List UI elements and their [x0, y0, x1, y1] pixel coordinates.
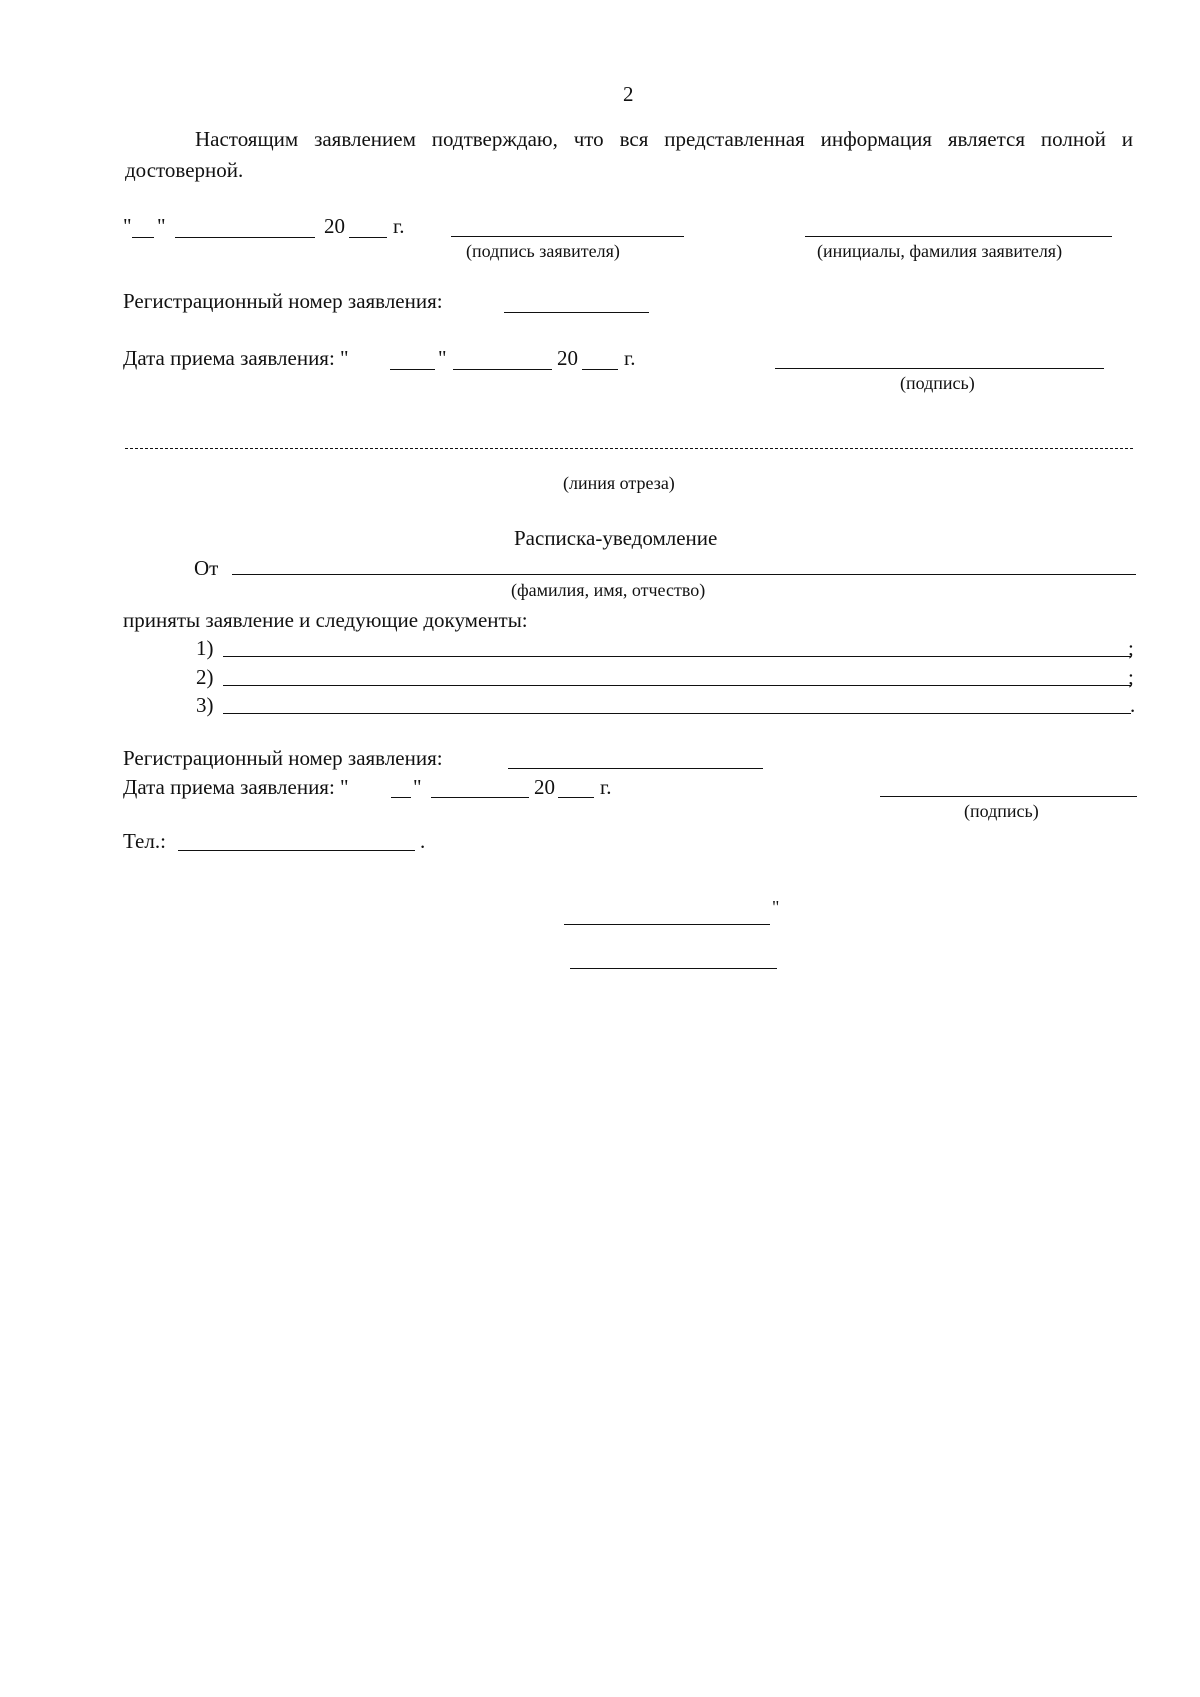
- document-1-line: [223, 656, 1131, 657]
- footer-quote-mark: ": [772, 897, 780, 917]
- footer-line-1: [564, 924, 770, 925]
- applicant-signature-caption: (подпись заявителя): [466, 241, 620, 261]
- official-signature-caption: (подпись): [900, 373, 975, 393]
- year-blank: [349, 237, 387, 238]
- page-number: 2: [623, 82, 634, 106]
- accept-year-blank: [582, 369, 618, 370]
- from-caption: (фамилия, имя, отчество): [511, 580, 706, 600]
- receipt-signature-line: [880, 796, 1137, 797]
- from-name-line: [232, 574, 1136, 575]
- accept-date-label: Дата приема заявления: ": [123, 346, 349, 370]
- receipt-year-blank: [558, 797, 594, 798]
- receipt-title: Расписка-уведомление: [514, 526, 718, 550]
- phone-label: Тел.:: [123, 829, 166, 853]
- receipt-date-close-quote: ": [413, 775, 422, 799]
- applicant-name-caption: (инициалы, фамилия заявителя): [817, 241, 1063, 261]
- accept-month-blank: [453, 369, 552, 370]
- receipt-date-label: Дата приема заявления: ": [123, 775, 349, 799]
- receipt-reg-number-label: Регистрационный номер заявления:: [123, 746, 443, 770]
- year-prefix: 20: [324, 214, 345, 238]
- receipt-day-blank: [391, 797, 411, 798]
- document-1-end: ;: [1128, 636, 1134, 660]
- document-2-number: 2): [196, 665, 214, 689]
- document-2-end: ;: [1128, 665, 1134, 689]
- year-suffix: г.: [393, 214, 405, 238]
- phone-end: .: [420, 829, 426, 853]
- receipt-month-blank: [431, 797, 529, 798]
- date-month-blank: [175, 237, 315, 238]
- receipt-signature-caption: (подпись): [964, 801, 1039, 821]
- document-3-line: [223, 713, 1131, 714]
- date-open-quote: ": [123, 214, 132, 238]
- official-signature-line: [775, 368, 1104, 369]
- accepted-documents-label: приняты заявление и следующие документы:: [123, 608, 528, 632]
- receipt-reg-number-blank: [508, 768, 763, 769]
- date-day-blank: [132, 237, 154, 238]
- date-close-quote: ": [157, 214, 166, 238]
- reg-number-label: Регистрационный номер заявления:: [123, 289, 443, 313]
- document-1-number: 1): [196, 636, 214, 660]
- document-3-number: 3): [196, 693, 214, 717]
- reg-number-blank: [504, 312, 649, 313]
- accept-year-suffix: г.: [624, 346, 636, 370]
- applicant-name-line: [805, 236, 1112, 237]
- footer-line-2: [570, 968, 777, 969]
- document-2-line: [223, 685, 1131, 686]
- statement-paragraph: [125, 124, 1133, 186]
- cut-line-caption: (линия отреза): [563, 473, 675, 493]
- accept-day-blank: [390, 369, 435, 370]
- receipt-year-suffix: г.: [600, 775, 612, 799]
- applicant-signature-line: [451, 236, 684, 237]
- accept-date-close-quote: ": [438, 346, 447, 370]
- statement-text: Настоящим заявлением подтверждаю, что вся представленная информация является полной и достоверной.: [125, 127, 1133, 182]
- accept-year-prefix: 20: [557, 346, 578, 370]
- receipt-year-prefix: 20: [534, 775, 555, 799]
- document-3-end: .: [1130, 693, 1136, 717]
- from-label: От: [194, 556, 219, 580]
- phone-blank: [178, 850, 415, 851]
- cut-line: [125, 448, 1133, 449]
